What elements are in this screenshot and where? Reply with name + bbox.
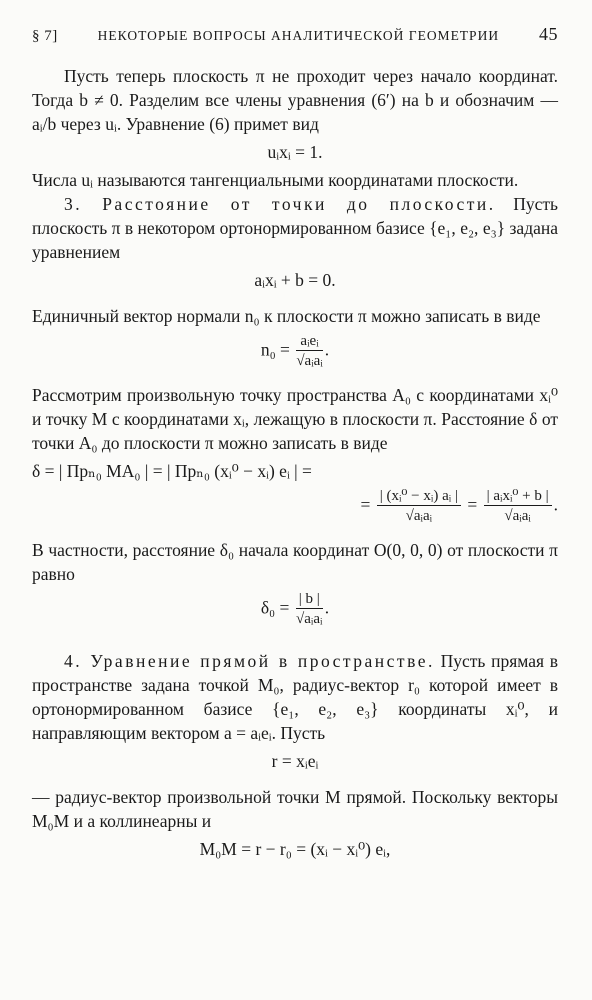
paragraph-distance-text: Пусть плоскость π в некотором ортонормированном базисе {e₁, e₂, e₃} задана уравнением — [32, 194, 559, 262]
distance-fraction-1 — [377, 487, 461, 526]
paragraph-tangential-def: Числа uᵢ называются тангенциальными координатами плоскости. — [32, 170, 519, 190]
paragraph-normal: Единичный вектор нормали n₀ к плоскости π можно записать в виде — [32, 306, 541, 326]
distance-numerator-1: | (xᵢ⁰ − xᵢ) aᵢ | — [377, 487, 461, 506]
equation-m0m: M₀M = r − r₀ = (xᵢ − xᵢ⁰) eᵢ, — [199, 839, 391, 859]
paragraph-distance — [32, 192, 558, 264]
equation-normal: n₀ = $\frac{\text{aᵢeᵢ}}{\text{√aᵢaᵢ}}$ . — [260, 333, 330, 369]
distance-numerator-2: | aᵢxᵢ⁰ + b | — [484, 487, 552, 506]
equation-distance-line2: = $\frac{\text{| (xᵢ⁰ − xᵢ) aᵢ |}}{\text{√aᵢaᵢ}}$ = $\frac{\text{| aᵢxᵢ⁰ + b |}}{\text{√aᵢaᵢ}}$ . — [360, 488, 558, 524]
book-page — [32, 22, 558, 865]
equation-plane: aᵢxᵢ + b = 0. — [254, 270, 336, 290]
equation-radius-vector: r = xᵢeᵢ — [271, 751, 319, 771]
normal-lhs: n₀ = — [260, 339, 290, 360]
paragraph-line — [32, 649, 558, 745]
normal-numerator: aᵢeᵢ — [296, 332, 322, 351]
paragraph-origin-distance: В частности, расстояние δ₀ начала координат O(0, 0, 0) от плоскости π равно — [32, 540, 558, 584]
paragraph-collinear: — радиус-вектор произвольной точки M прямой. Поскольку векторы M₀M и a коллинеарны и — [32, 787, 558, 831]
origin-denominator: √aᵢaᵢ — [296, 611, 323, 627]
section-3-title: 3. Расстояние от точки до плоскости. — [64, 194, 496, 214]
distance-denominator-2: √aᵢaᵢ — [504, 508, 531, 524]
running-header — [32, 22, 558, 48]
origin-numerator: | b | — [296, 590, 323, 609]
equation-tangential: uᵢxᵢ = 1. — [267, 142, 323, 162]
distance-eq-sign-2: = — [467, 494, 478, 515]
distance-eq-sign: = — [360, 494, 371, 515]
section-4-title: 4. Уравнение прямой в пространстве. — [64, 651, 435, 671]
origin-fraction — [296, 590, 323, 629]
running-title: НЕКОТОРЫЕ ВОПРОСЫ АНАЛИТИЧЕСКОЙ ГЕОМЕТРИИ — [97, 28, 500, 43]
paragraph-point-distance: Рассмотрим произвольную точку пространства A₀ с координатами xᵢ⁰ и точку M с координатами xᵢ, лежащую в плоскости π. Расстояние δ от точки A₀ до плоскости π можно записать в виде — [32, 385, 558, 453]
normal-denominator: √aᵢaᵢ — [296, 353, 323, 369]
paragraph-tangential-intro: Пусть теперь плоскость π не проходит через начало координат. Тогда b ≠ 0. Разделим все члены уравнения (6′) на b и обозначим — aᵢ/b через uᵢ. Уравнение (6) примет вид — [32, 66, 558, 134]
section-marker: § 7] — [32, 28, 58, 44]
normal-fraction — [296, 332, 322, 371]
paragraph-line-text: Пусть прямая в пространстве задана точкой M₀, радиус-вектор r₀ которой имеет в ортонормированном базисе {e₁, e₂, e₃} координаты xᵢ⁰, и направляющим вектором a = aᵢeᵢ. Пусть — [32, 651, 558, 743]
equation-origin-distance: δ₀ = $\frac{| b |}{\text{√aᵢaᵢ}}$ . — [260, 591, 330, 627]
distance-fraction-2 — [484, 487, 552, 526]
equation-distance-line1: δ = | Прₙ₀ MA₀ | = | Прₙ₀ (xᵢ⁰ − xᵢ) eᵢ | = — [32, 461, 312, 481]
origin-lhs: δ₀ = — [260, 597, 290, 618]
distance-denominator-1: √aᵢaᵢ — [405, 508, 433, 524]
page-number: 45 — [539, 24, 558, 44]
